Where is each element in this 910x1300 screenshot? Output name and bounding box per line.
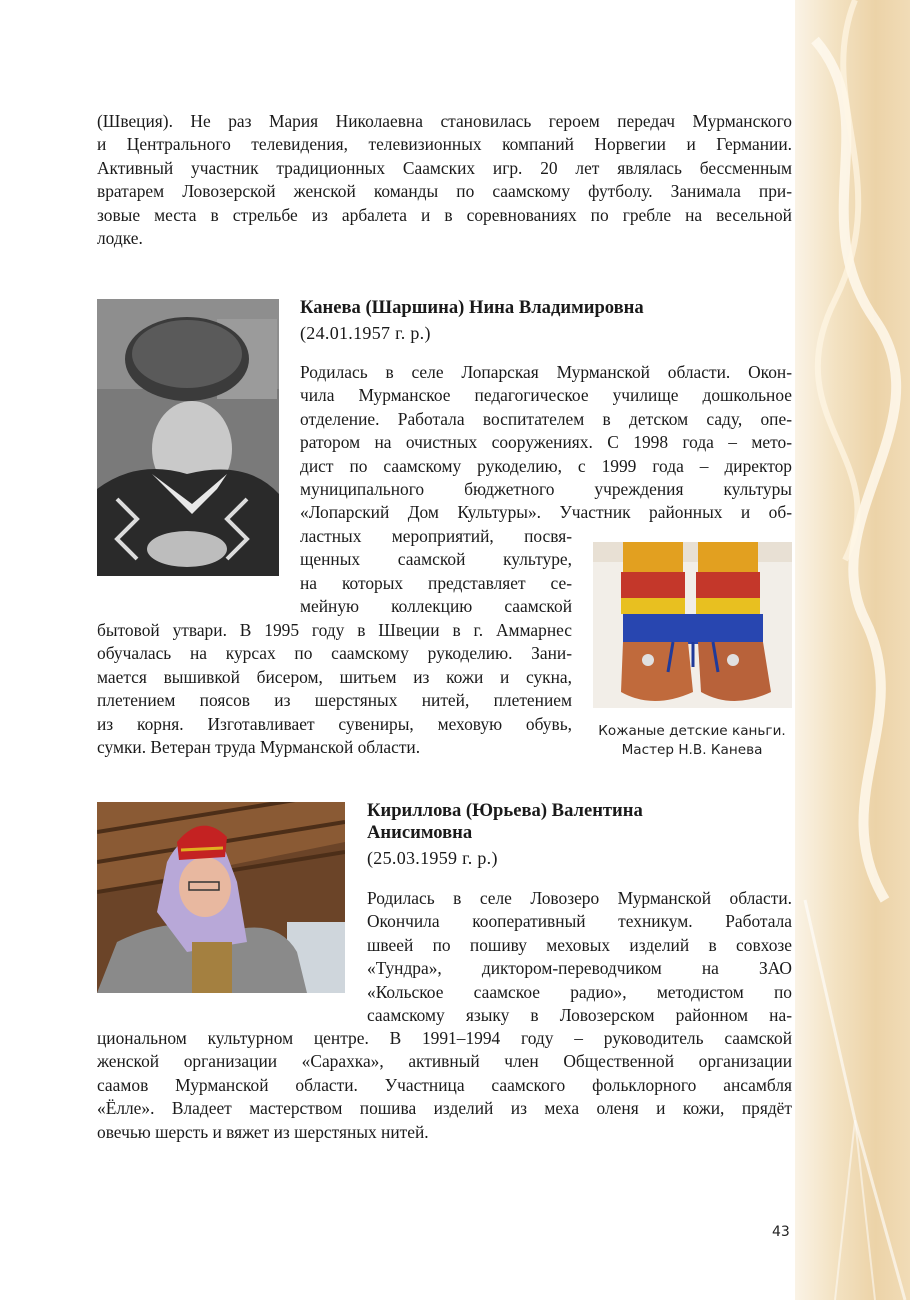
text-line: Окончила кооперативный техникум. Работала (367, 911, 792, 932)
text-line: бытовой утвари. В 1995 году в Швеции в г. Аммарнес (97, 620, 572, 640)
text-line: циональном культурном центре. В 1991–1994 году – руководитель саамской (97, 1028, 792, 1048)
portrait-kaneva-photo (97, 299, 279, 576)
photo-caption-line1: Кожаные детские каньги. (598, 723, 786, 739)
text-line: дист по саамскому рукоделию, с 1999 года – директор (300, 455, 792, 476)
person2-bio-lower (97, 1027, 792, 1144)
person1-name: Канева (Шаршина) Нина Владимировна (300, 297, 644, 318)
text-line: женской организации «Сарахка», активный член Общественной организации (97, 1051, 792, 1072)
intro-paragraph (97, 110, 792, 250)
decorative-side-strip (795, 0, 910, 1300)
person2-bio-upper (367, 887, 792, 1027)
text-line: саамов Мурманской области. Участница саамского фольклорного ансамбля (97, 1074, 792, 1095)
person2-dates: (25.03.1959 г. р.) (367, 848, 498, 868)
text-line: муниципального бюджетного учреждения культуры (300, 479, 792, 500)
text-line: (Швеция). Не раз Мария Николаевна становилась героем передач Мурманского (97, 111, 792, 131)
text-line: отделение. Работала воспитателем в детском саду, опе- (300, 408, 792, 429)
text-line: зовые места в стрельбе из арбалета и в соревнованиях по гребле на весельной (97, 204, 792, 225)
photo-caption-line2: Мастер Н.В. Канева (621, 742, 763, 758)
text-line: мается вышивкой бисером, шитьем из кожи и сукна, (97, 666, 572, 687)
text-line: из корня. Изготавливает сувениры, меховую обувь, (97, 713, 572, 734)
text-line: «Тундра», диктором-переводчиком на ЗАО (367, 958, 792, 979)
page-number: 43 (772, 1224, 790, 1240)
person1-bio-upper (300, 361, 792, 525)
text-line: на которых представляет се- (300, 572, 572, 593)
text-line: лодке. (97, 228, 143, 249)
text-line: плетением поясов из шерстяных нитей, плетением (97, 690, 572, 711)
text-line: ластных мероприятий, посвя- (300, 526, 572, 546)
person2-name-line1: Кириллова (Юрьева) Валентина (367, 800, 643, 821)
text-line: саамскому языку в Ловозерском районном на- (367, 1005, 792, 1026)
text-line: «Ёлле». Владеет мастерством пошива изделий из меха оленя и кожи, прядёт (97, 1098, 792, 1119)
text-line: «Лопарский Дом Культуры». Участник районных и об- (300, 502, 792, 523)
person1-bio-middle (300, 525, 572, 619)
text-line: Родилась в селе Ловозеро Мурманской области. (367, 888, 792, 908)
text-line: ратором на очистных сооружениях. С 1998 года – мето- (300, 432, 792, 453)
text-line: и Центрального телевидения, телевизионных компаний Норвегии и Германии. (97, 134, 792, 155)
person1-dates: (24.01.1957 г. р.) (300, 323, 431, 343)
text-line: «Кольское саамское радио», методистом по (367, 981, 792, 1002)
person2-name-line2: Анисимовна (367, 822, 473, 843)
text-line: овечью шерсть и вяжет из шерстяных нитей. (97, 1121, 429, 1142)
swirl-ornament (795, 0, 910, 1300)
text-line: Родилась в селе Лопарская Мурманской области. Окон- (300, 362, 792, 382)
text-line: вратарем Ловозерской женской команды по саамскому футболу. Занимала при- (97, 181, 792, 202)
text-line: швеей по пошиву меховых изделий в совхозе (367, 934, 792, 955)
person1-bio-lower (97, 619, 572, 759)
kangi-shoes-photo (593, 542, 792, 708)
text-line: обучалась на курсах по саамскому рукоделию. Зани- (97, 643, 572, 664)
text-line: чила Мурманское педагогическое училище дошкольное (300, 385, 792, 406)
text-line: мейную коллекцию саамской (300, 596, 572, 617)
text-line: сумки. Ветеран труда Мурманской области. (97, 737, 421, 758)
portrait-kirillova-photo (97, 802, 345, 993)
text-line: щенных саамской культуре, (300, 549, 572, 570)
text-line: Активный участник традиционных Саамских игр. 20 лет являлась бессменным (97, 157, 792, 178)
